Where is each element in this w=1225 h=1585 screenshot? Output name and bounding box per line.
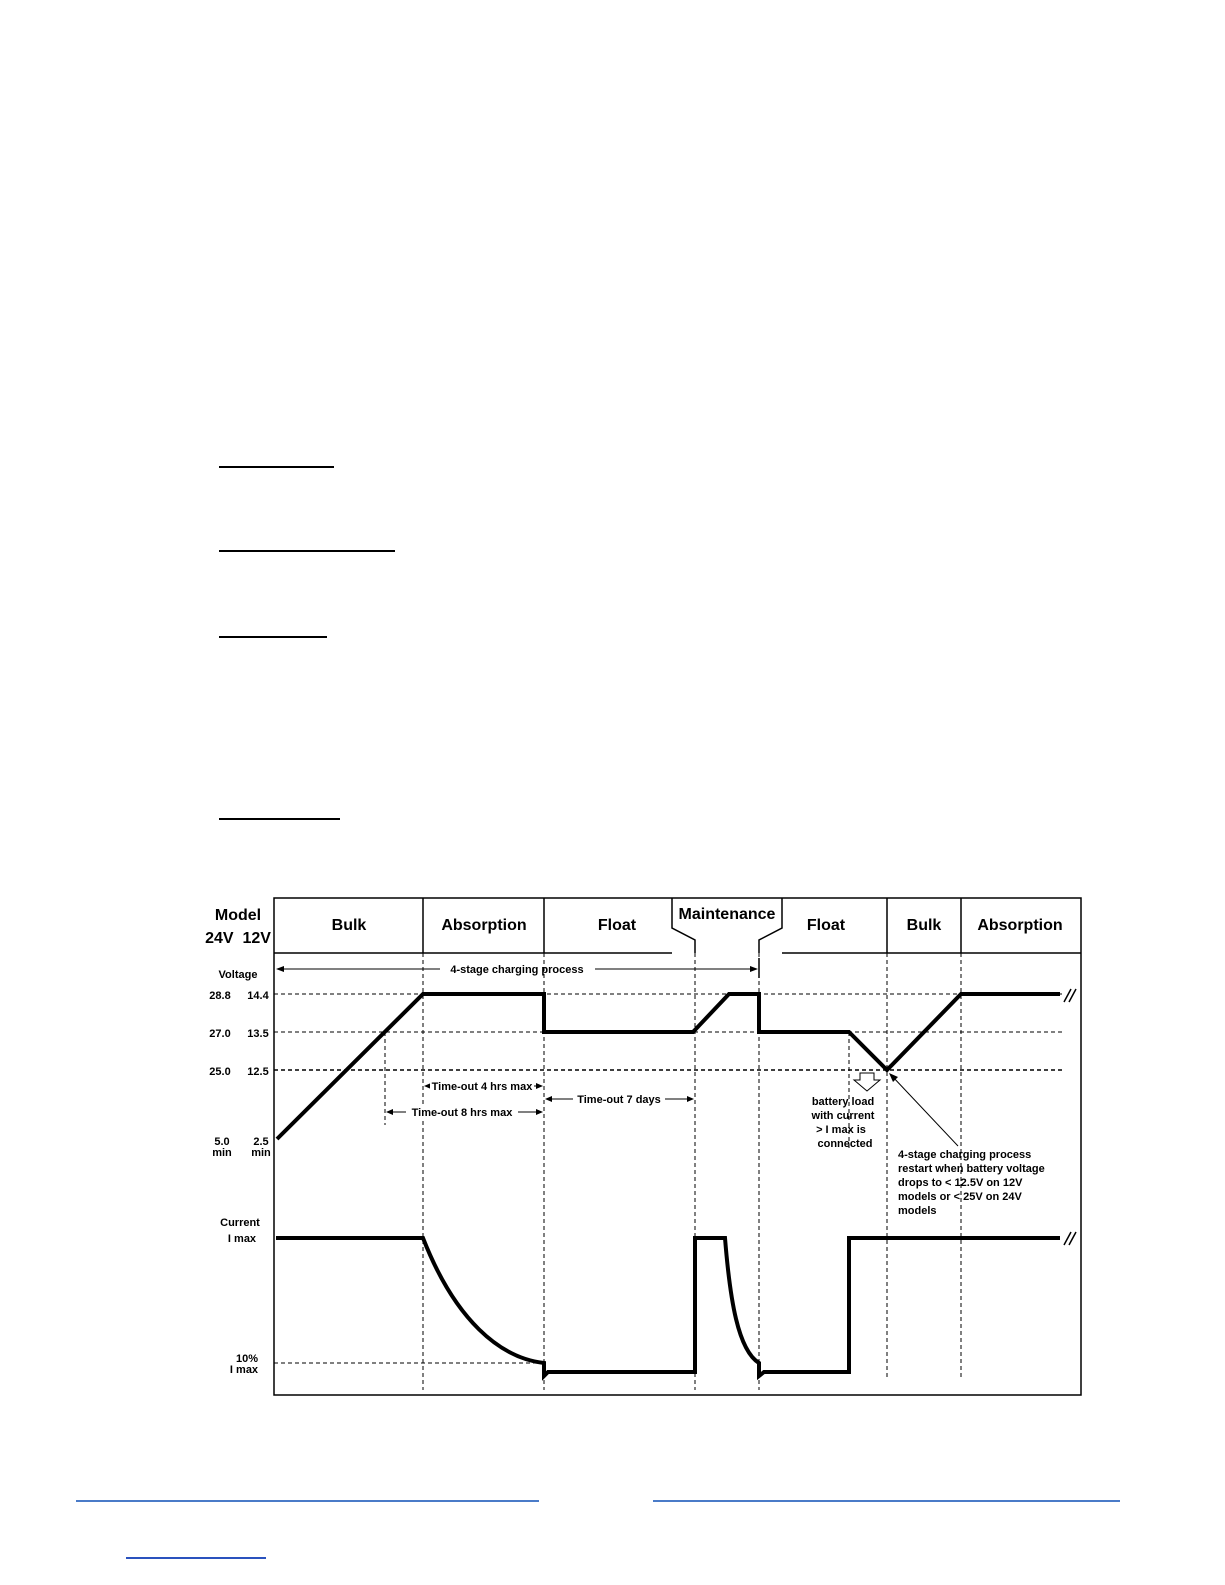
current-low-pct: 10% [235,1353,259,1365]
timeout4-label: Time-out 4 hrs max [431,1081,533,1093]
timeout7-label: Time-out 7 days [577,1094,661,1106]
hollow-down-arrow-icon [854,1073,880,1091]
current-title: Current [220,1217,260,1229]
current-low-imax: I max [229,1364,259,1376]
current-curve [276,1238,1060,1376]
voltage-24v-min: 5.0 [214,1136,230,1148]
voltage-title: Voltage [218,969,258,981]
process-label: 4-stage charging process [450,964,584,976]
model-label: Model [214,907,262,924]
restart-note: models [898,1205,937,1217]
battery-load-note: with current [811,1110,875,1122]
voltage-min-label: min [212,1147,232,1159]
restart-note: models or < 25V on 24V [898,1191,1022,1203]
voltage-curve [277,994,1060,1139]
stage-label: Absorption [977,917,1063,934]
restart-pointer [889,1073,958,1146]
battery-load-note: connected [817,1138,873,1150]
stage-label: Bulk [331,917,367,934]
voltage-min-label: min [251,1147,271,1159]
stage-label: Float [806,917,846,934]
stage-divider-lines [385,953,961,1390]
battery-load-note: battery load [811,1096,875,1108]
voltage-12v-level: 13.5 [247,1028,269,1040]
restart-note: restart when battery voltage [898,1163,1045,1175]
break-symbol [1064,989,1076,1245]
voltage-12v-level: 14.4 [247,990,269,1002]
timeout8-label: Time-out 8 hrs max [411,1107,513,1119]
voltage-12v-level: 12.5 [247,1066,269,1078]
stage-label: Bulk [906,917,942,934]
model-voltages: 24V 12V [205,930,271,947]
stage-label: Absorption [441,917,527,934]
diagram-frame [274,898,1081,1395]
voltage-24v-level: 27.0 [209,1028,231,1040]
voltage-12v-min: 2.5 [253,1136,269,1148]
footer-rule-right [653,1500,1120,1502]
stage-header [274,898,1081,953]
footer-rule-left [76,1500,539,1502]
stage-label: Maintenance [678,906,776,923]
restart-note: 4-stage charging process [898,1149,1032,1161]
footer-link-underline[interactable] [126,1557,266,1559]
stage-label: Float [597,917,637,934]
battery-load-note: > I max is [816,1124,866,1136]
restart-note: drops to < 12.5V on 12V [898,1177,1023,1189]
voltage-24v-level: 28.8 [209,990,231,1002]
current-imax: I max [227,1233,257,1245]
voltage-24v-level: 25.0 [209,1066,231,1078]
